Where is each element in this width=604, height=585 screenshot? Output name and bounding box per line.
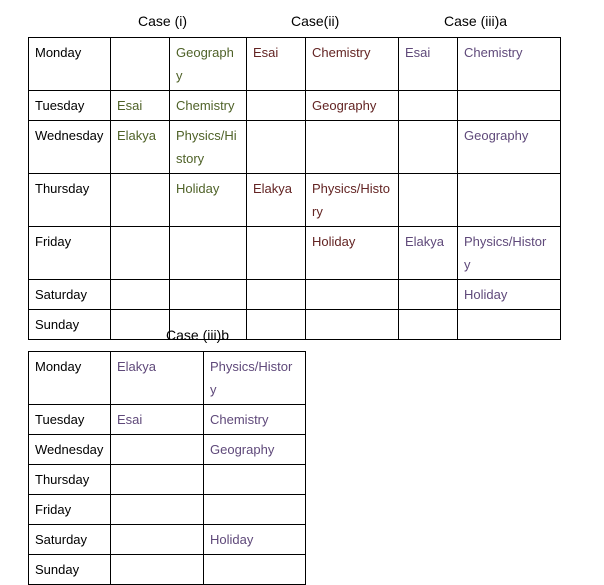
case-i-subject-cell: [170, 227, 247, 280]
case-i-person-cell: [111, 227, 170, 280]
case-ii-person-cell: Elakya: [247, 174, 306, 227]
case-ii-person-cell: [247, 310, 306, 340]
case-i-subject-cell: Physics/Hi story: [170, 121, 247, 174]
case-ii-person-cell: [247, 227, 306, 280]
day-cell: Thursday: [29, 465, 111, 495]
case-ii-subject-cell: [306, 280, 399, 310]
day-cell: Saturday: [29, 280, 111, 310]
case-iiia-person-cell: Esai: [399, 38, 458, 91]
schedule-table-body: [29, 352, 306, 585]
day-cell: Sunday: [29, 310, 111, 340]
case-iiib-person-cell: [111, 555, 204, 585]
case-ii-subject-cell: Chemistry: [306, 38, 399, 91]
case-ii-person-cell: Esai: [247, 38, 306, 91]
case-i-person-cell: [111, 280, 170, 310]
case-i-subject-cell: Geograph y: [170, 38, 247, 91]
day-cell: Saturday: [29, 525, 111, 555]
day-cell: Friday: [29, 227, 111, 280]
case-iiia-subject-cell: Holiday: [458, 280, 561, 310]
case-iiib-person-cell: [111, 495, 204, 525]
day-cell: Monday: [29, 352, 111, 405]
case-i-person-cell: Esai: [111, 91, 170, 121]
case-iiib-subject-cell: Physics/Histor y: [204, 352, 306, 405]
case-i-subject-cell: Holiday: [170, 174, 247, 227]
day-cell: Friday: [29, 495, 111, 525]
case-iiia-subject-cell: Physics/Histor y: [458, 227, 561, 280]
day-cell: Monday: [29, 38, 111, 91]
case-iiia-subject-cell: [458, 91, 561, 121]
case-ii-person-cell: [247, 121, 306, 174]
case-iiia-person-cell: [399, 310, 458, 340]
case-i-person-cell: [111, 174, 170, 227]
schedule-table-body: [29, 38, 561, 340]
case-ii-subject-cell: Holiday: [306, 227, 399, 280]
day-cell: Tuesday: [29, 405, 111, 435]
case-iiib-subject-cell: [204, 495, 306, 525]
case-ii-subject-cell: [306, 121, 399, 174]
case-iiia-header: Case (iii)a: [444, 13, 508, 29]
day-cell: Thursday: [29, 174, 111, 227]
case-ii-person-cell: [247, 91, 306, 121]
case-iiia-person-cell: [399, 174, 458, 227]
case-iiia-subject-cell: [458, 310, 561, 340]
day-cell: Sunday: [29, 555, 111, 585]
case-iiib-person-cell: [111, 525, 204, 555]
case-iiib-subject-cell: Geography: [204, 435, 306, 465]
schedule-table-cases-i-ii-iiia: [28, 37, 561, 340]
case-iiib-person-cell: Elakya: [111, 352, 204, 405]
case-i-subject-cell: [170, 280, 247, 310]
case-iiib-subject-cell: [204, 465, 306, 495]
case-iiia-person-cell: [399, 121, 458, 174]
case-iiia-subject-cell: Chemistry: [458, 38, 561, 91]
case-iiib-person-cell: [111, 435, 204, 465]
case-iiib-subject-cell: Chemistry: [204, 405, 306, 435]
day-cell: Wednesday: [29, 121, 111, 174]
case-iiia-person-cell: [399, 280, 458, 310]
case-ii-subject-cell: Physics/Histo ry: [306, 174, 399, 227]
case-iiib-subject-cell: [204, 555, 306, 585]
case-i-person-cell: Elakya: [111, 121, 170, 174]
case-iiia-person-cell: Elakya: [399, 227, 458, 280]
case-iiib-subject-cell: Holiday: [204, 525, 306, 555]
day-cell: Wednesday: [29, 435, 111, 465]
case-i-person-cell: [111, 38, 170, 91]
case-i-header: Case (i): [138, 13, 188, 29]
case-iiia-subject-cell: Geography: [458, 121, 561, 174]
case-iiib-person-cell: [111, 465, 204, 495]
schedule-table-case-iiib: [28, 351, 306, 585]
case-i-person-cell: [111, 310, 170, 340]
case-ii-subject-cell: [306, 310, 399, 340]
case-iiia-subject-cell: [458, 174, 561, 227]
case-i-subject-cell: Chemistry: [170, 91, 247, 121]
case-ii-header: Case(ii): [291, 13, 340, 29]
case-iiib-header: Case (iii)b: [166, 327, 230, 343]
case-ii-subject-cell: Geography: [306, 91, 399, 121]
case-iiia-person-cell: [399, 91, 458, 121]
day-cell: Tuesday: [29, 91, 111, 121]
case-ii-person-cell: [247, 280, 306, 310]
case-iiib-person-cell: Esai: [111, 405, 204, 435]
